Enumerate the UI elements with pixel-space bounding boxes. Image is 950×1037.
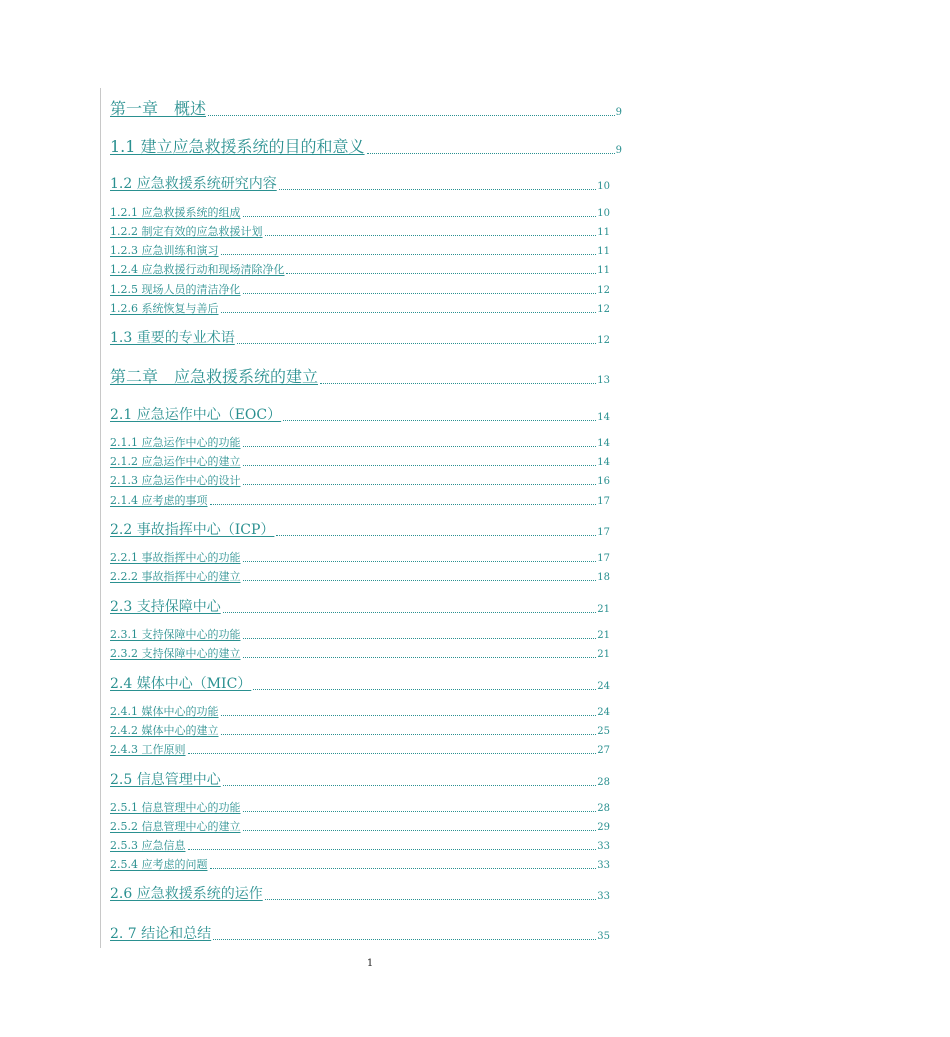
toc-entry-title: 2.5.1 信息管理中心的功能 — [110, 801, 241, 814]
toc-entry[interactable] — [110, 137, 622, 157]
toc-dot-leader — [279, 189, 597, 190]
toc-entry[interactable] — [110, 521, 610, 539]
toc-entry-title: 2.1.4 应考虑的事项 — [110, 494, 208, 507]
toc-entry[interactable] — [110, 175, 610, 193]
toc-dot-leader — [283, 420, 596, 421]
toc-entry[interactable] — [110, 494, 610, 508]
toc-dot-leader — [286, 273, 596, 274]
toc-entry[interactable] — [110, 675, 610, 693]
toc-dot-leader — [243, 465, 597, 466]
toc-entry[interactable] — [110, 570, 610, 584]
toc-entry-page: 21 — [597, 649, 610, 660]
toc-entry[interactable] — [110, 925, 610, 943]
toc-entry-title: 1.2.3 应急训练和演习 — [110, 244, 219, 257]
toc-entry-page: 28 — [597, 803, 610, 814]
toc-dot-leader — [243, 580, 597, 581]
toc-entry-title: 2.3 支持保障中心 — [110, 599, 221, 615]
toc-entry-page: 14 — [597, 412, 610, 423]
toc-entry-page: 33 — [597, 860, 610, 871]
toc-entry-title: 1.2.6 系统恢复与善后 — [110, 302, 219, 315]
toc-entry-title: 2.2.2 事故指挥中心的建立 — [110, 570, 241, 583]
toc-entry-title: 2.4.2 媒体中心的建立 — [110, 724, 219, 737]
toc-entry-title: 2.3.1 支持保障中心的功能 — [110, 628, 241, 641]
toc-entry[interactable] — [110, 820, 610, 834]
toc-entry-page: 13 — [597, 375, 610, 386]
toc-entry[interactable] — [110, 244, 610, 258]
toc-dot-leader — [237, 343, 597, 344]
toc-dot-leader — [320, 383, 596, 384]
toc-entry-page: 33 — [597, 841, 610, 852]
toc-entry-page: 25 — [597, 726, 610, 737]
toc-dot-leader — [213, 939, 596, 940]
toc-entry[interactable] — [110, 474, 610, 488]
toc-entry-title: 2.6 应急救援系统的运作 — [110, 886, 263, 902]
toc-dot-leader — [188, 849, 597, 850]
toc-entry-title: 1.2 应急救援系统研究内容 — [110, 176, 277, 192]
toc-entry[interactable] — [110, 743, 610, 757]
toc-dot-leader — [243, 638, 597, 639]
toc-entry-title: 2.2.1 事故指挥中心的功能 — [110, 551, 241, 564]
toc-entry-title: 1.2.4 应急救援行动和现场清除净化 — [110, 263, 285, 276]
toc-entry-page: 9 — [615, 107, 622, 118]
toc-entry-title: 2.1.3 应急运作中心的设计 — [110, 474, 241, 487]
toc-entry-title: 2.5.4 应考虑的问题 — [110, 858, 208, 871]
toc-entry-title: 2.5.2 信息管理中心的建立 — [110, 820, 241, 833]
toc-dot-leader — [367, 153, 615, 154]
toc-entry[interactable] — [110, 263, 610, 277]
toc-entry[interactable] — [110, 858, 610, 872]
toc-entry-page: 24 — [597, 681, 610, 692]
toc-entry-page: 10 — [597, 208, 610, 219]
toc-entry[interactable] — [110, 206, 610, 220]
toc-dot-leader — [243, 216, 597, 217]
toc-dot-leader — [243, 830, 597, 831]
toc-entry-page: 16 — [597, 476, 610, 487]
toc-entry[interactable] — [110, 225, 610, 239]
toc-entry[interactable] — [110, 628, 610, 642]
toc-entry-title: 2.4 媒体中心（MIC） — [110, 676, 252, 692]
toc-entry[interactable] — [110, 885, 610, 903]
toc-entry-page: 9 — [615, 145, 622, 156]
toc-entry[interactable] — [110, 705, 610, 719]
toc-entry-title: 第二章 应急救援系统的建立 — [110, 367, 319, 386]
toc-entry-title: 2.4.1 媒体中心的功能 — [110, 705, 219, 718]
toc-dot-leader — [223, 612, 597, 613]
toc-entry[interactable] — [110, 302, 610, 316]
toc-entry[interactable] — [110, 771, 610, 789]
toc-entry-title: 1.2.2 制定有效的应急救援计划 — [110, 225, 263, 238]
toc-entry-title: 2. 7 结论和总结 — [110, 926, 212, 942]
toc-entry-title: 2.1.2 应急运作中心的建立 — [110, 455, 241, 468]
toc-dot-leader — [265, 899, 597, 900]
toc-entry-page: 18 — [597, 572, 610, 583]
toc-entry-page: 14 — [597, 438, 610, 449]
toc-dot-leader — [253, 689, 596, 690]
toc-entry-page: 12 — [597, 335, 610, 346]
toc-entry-page: 29 — [597, 822, 610, 833]
toc-entry-page: 21 — [597, 630, 610, 641]
toc-entry-page: 12 — [597, 285, 610, 296]
toc-entry-page: 28 — [597, 777, 610, 788]
toc-entry-page: 11 — [597, 227, 610, 238]
toc-entry[interactable] — [110, 455, 610, 469]
toc-entry-page: 17 — [597, 553, 610, 564]
toc-dot-leader — [210, 504, 597, 505]
toc-entry-page: 24 — [597, 707, 610, 718]
toc-dot-leader — [208, 115, 615, 116]
toc-entry-page: 17 — [597, 527, 610, 538]
toc-entry-title: 2.1.1 应急运作中心的功能 — [110, 436, 241, 449]
toc-entry-page: 33 — [597, 891, 610, 902]
toc-entry[interactable] — [110, 647, 610, 661]
toc-entry[interactable] — [110, 724, 610, 738]
toc-dot-leader — [265, 235, 597, 236]
toc-entry[interactable] — [110, 283, 610, 297]
toc-entry-title: 1.3 重要的专业术语 — [110, 330, 235, 346]
toc-entry-title: 2.2 事故指挥中心（ICP） — [110, 522, 275, 538]
toc-entry-title: 2.1 应急运作中心（EOC） — [110, 407, 282, 423]
toc-dot-leader — [188, 753, 597, 754]
toc-dot-leader — [210, 868, 597, 869]
toc-entry-page: 21 — [597, 604, 610, 615]
toc-entry-page: 12 — [597, 304, 610, 315]
toc-entry[interactable] — [110, 801, 610, 815]
page-number: 1 — [366, 958, 374, 969]
toc-entry[interactable] — [110, 406, 610, 424]
page-margin-line — [100, 88, 101, 948]
toc-entry-page: 35 — [597, 931, 610, 942]
toc-dot-leader — [243, 811, 597, 812]
toc-dot-leader — [243, 561, 597, 562]
toc-entry-page: 10 — [597, 181, 610, 192]
toc-dot-leader — [221, 312, 597, 313]
toc-dot-leader — [221, 715, 597, 716]
toc-entry[interactable] — [110, 436, 610, 450]
toc-entry-page: 14 — [597, 457, 610, 468]
toc-entry-title: 1.1 建立应急救援系统的目的和意义 — [110, 137, 365, 156]
toc-entry-title: 2.5.3 应急信息 — [110, 839, 186, 852]
toc-dot-leader — [243, 484, 597, 485]
toc-entry-title: 2.4.3 工作原则 — [110, 743, 186, 756]
toc-entry-title: 2.3.2 支持保障中心的建立 — [110, 647, 241, 660]
toc-entry-page: 11 — [597, 265, 610, 276]
toc-dot-leader — [243, 657, 597, 658]
toc-entry-title: 1.2.1 应急救援系统的组成 — [110, 206, 241, 219]
toc-entry[interactable] — [110, 839, 610, 853]
toc-entry[interactable] — [110, 99, 622, 119]
toc-dot-leader — [221, 254, 597, 255]
toc-entry-title: 1.2.5 现场人员的清洁净化 — [110, 283, 241, 296]
toc-entry-page: 27 — [597, 745, 610, 756]
toc-dot-leader — [243, 446, 597, 447]
toc-entry[interactable] — [110, 367, 610, 387]
toc-dot-leader — [221, 734, 597, 735]
toc-entry-title: 2.5 信息管理中心 — [110, 772, 221, 788]
toc-dot-leader — [243, 293, 597, 294]
toc-dot-leader — [223, 785, 597, 786]
toc-entry-page: 17 — [597, 496, 610, 507]
toc-entry-page: 11 — [597, 246, 610, 257]
toc-dot-leader — [276, 535, 596, 536]
toc-entry-title: 第一章 概述 — [110, 99, 207, 118]
toc-entry[interactable] — [110, 598, 610, 616]
toc-entry[interactable] — [110, 551, 610, 565]
toc-entry[interactable] — [110, 329, 610, 347]
